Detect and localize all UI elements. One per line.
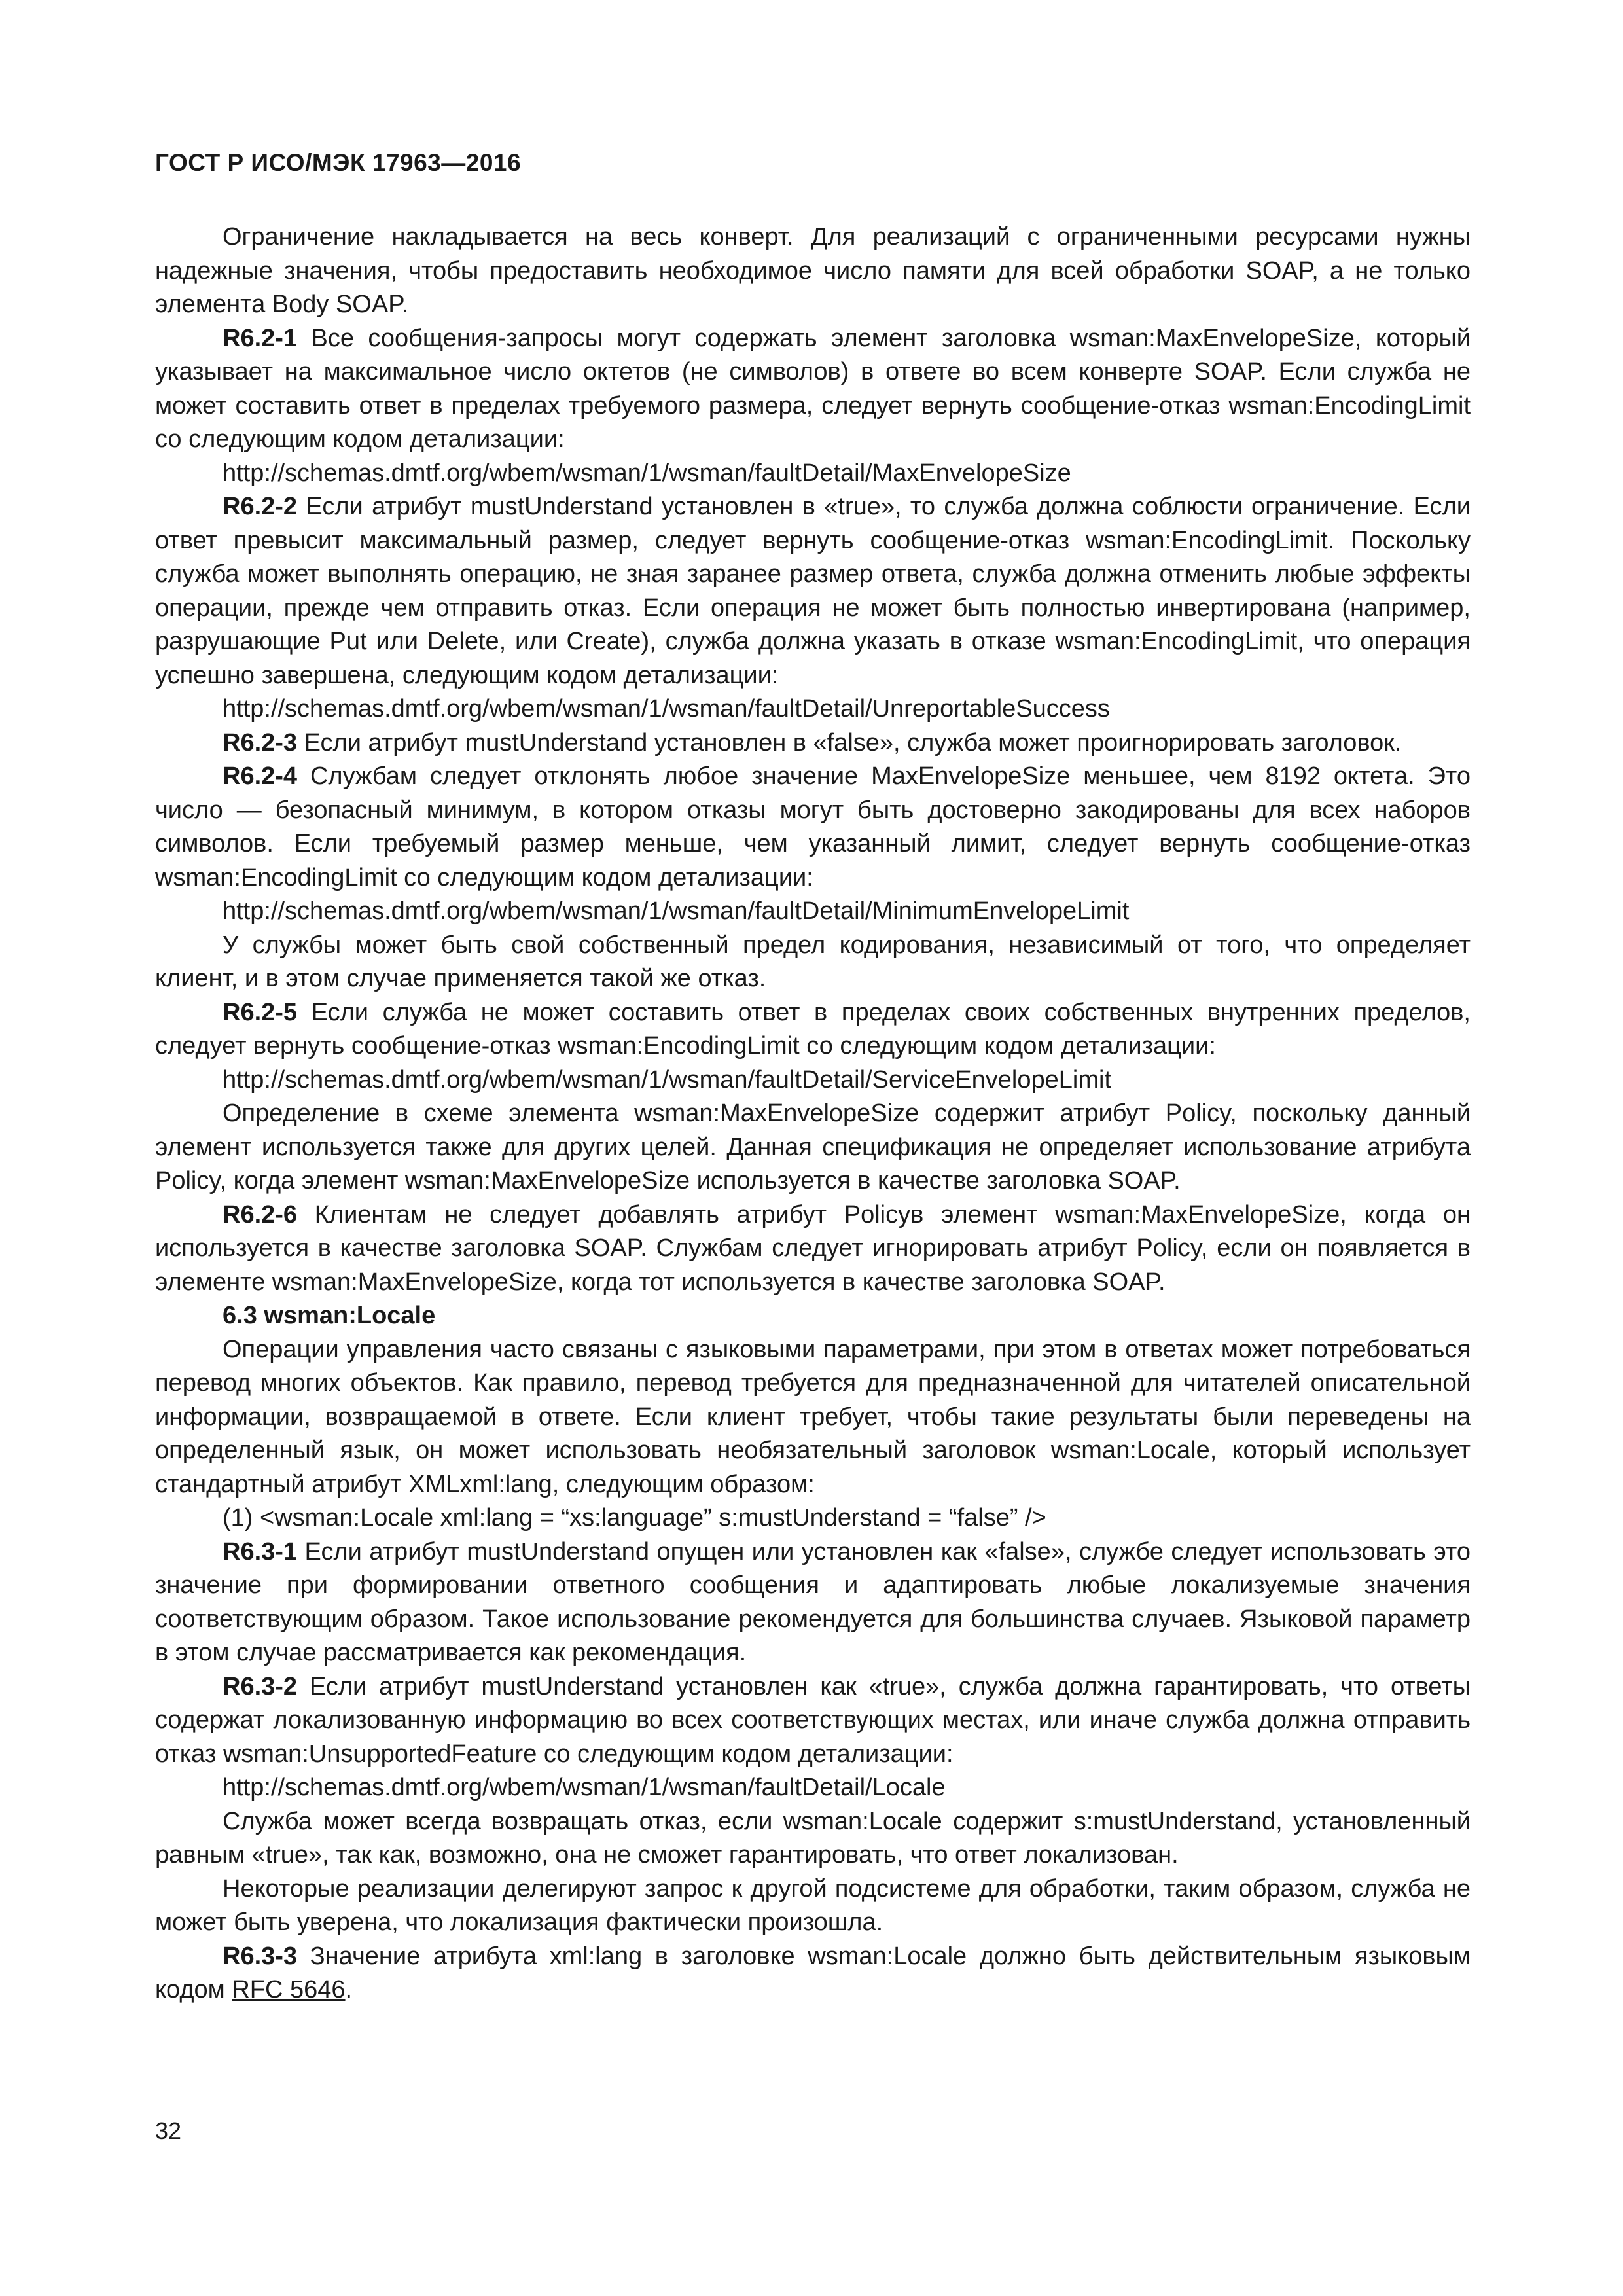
document-header: ГОСТ Р ИСО/МЭК 17963—2016 [155, 149, 522, 176]
requirement-id: R6.2-1 [223, 324, 298, 352]
requirement-r6-2-3 [155, 726, 1471, 761]
requirement-id: R6.2-4 [223, 762, 298, 790]
fault-detail-url: http://schemas.dmtf.org/wbem/wsman/1/wsman/faultDetail/Locale [223, 1774, 946, 1801]
requirement-r6-3-3 [155, 1940, 1471, 2007]
requirement-r6-3-2 [155, 1670, 1471, 1772]
section-heading: 6.3 wsman:Locale [223, 1302, 436, 1329]
fault-detail-url: http://schemas.dmtf.org/wbem/wsman/1/wsman/faultDetail/MaxEnvelopeSize [223, 459, 1071, 487]
requirement-text: Если атрибут mustUnderstand опущен или установлен как «false», службе следует использовать это значение при формировании ответного сообщения и адаптировать любые локализуемые значения соответствующим образом. Такое использование рекомендуется для большинства случаев. Языковой параметр в этом случае рассматривается как рекомендация. [155, 1537, 1471, 1666]
fault-detail-url: http://schemas.dmtf.org/wbem/wsman/1/wsman/faultDetail/MinimumEnvelopeLimit [223, 897, 1130, 925]
requirement-id: R6.2-3 [223, 728, 298, 757]
requirement-tail: . [345, 1976, 353, 2003]
requirement-r6-2-6 [155, 1198, 1471, 1300]
fault-detail-url: http://schemas.dmtf.org/wbem/wsman/1/wsman/faultDetail/ServiceEnvelopeLimit [223, 1066, 1111, 1094]
requirement-r6-2-4 [155, 760, 1471, 895]
page-number: 32 [155, 2117, 182, 2144]
requirement-r6-3-1 [155, 1535, 1471, 1670]
requirement-text: Значение атрибута xml:lang в заголовке wsman:Locale должно быть действительным языковым кодом [155, 1942, 1471, 2003]
requirement-text: Клиентам не следует добавлять атрибут Policyв элемент wsman:MaxEnvelopeSize, когда он используется в качестве заголовка SOAP. Службам следует игнорировать атрибут Policy, если он появляется в элементе wsman:MaxEnvelopeSize, когда тот используется в качестве заголовка SOAP. [155, 1200, 1471, 1296]
requirement-r6-2-5 [155, 996, 1471, 1064]
requirement-id: R6.3-1 [223, 1537, 298, 1566]
fault-detail-url: http://schemas.dmtf.org/wbem/wsman/1/wsman/faultDetail/UnreportableSuccess [223, 695, 1110, 723]
note-paragraph: У службы может быть свой собственный предел кодирования, независимый от того, что определяет клиент, и в этом случае применяется такой же отказ. [155, 931, 1471, 992]
rfc-5646-link[interactable]: RFC 5646 [232, 1976, 346, 2003]
requirement-text: Если атрибут mustUnderstand установлен в «true», то служба должна соблюсти ограничение. Если ответ превысит максимальный размер, следует вернуть сообщение-отказ wsman:EncodingLimit. Поскольку служба может выполнять операцию, не зная заранее размер ответа, служба должна отменить любые эффекты операции, прежде чем отправить отказ. Если операция не может быть полностью инвертирована (например, разрушающие Put или Delete, или Create), служба должна указать в отказе wsman:EncodingLimit, что операция успешно завершена, следующим кодом детализации: [155, 493, 1471, 689]
requirement-text: Если атрибут mustUnderstand установлен в «false», служба может проигнорировать заголовок. [297, 728, 1402, 757]
requirement-text: Все сообщения-запросы могут содержать элемент заголовка wsman:MaxEnvelopeSize, который указывает на максимальное число октетов (не символов) в ответе во всем конверте SOAP. Если служба не может составить ответ в пределах требуемого размера, следует вернуть сообщение-отказ wsman:EncodingLimit со следующим кодом детализации: [155, 324, 1471, 453]
requirement-id: R6.2-2 [223, 493, 298, 520]
requirement-r6-2-1 [155, 322, 1471, 457]
intro-paragraph: Ограничение накладывается на весь конверт. Для реализаций с ограниченными ресурсами нужны надежные значения, чтобы предоставить необходимое число памяти для всей обработки SOAP, а не только элемента Body SOAP. [155, 223, 1471, 318]
formula-line: (1) <wsman:Locale xml:lang = “xs:language” s:mustUnderstand = “false” /> [223, 1504, 1046, 1532]
requirement-text: Если служба не может составить ответ в пределах своих собственных внутренних пределов, следует вернуть сообщение-отказ wsman:EncodingLimit со следующим кодом детализации: [155, 998, 1471, 1060]
requirement-id: R6.3-3 [223, 1942, 298, 1970]
note-paragraph: Служба может всегда возвращать отказ, если wsman:Locale содержит s:mustUnderstand, установленный равным «true», так как, возможно, она не сможет гарантировать, что ответ локализован. [155, 1807, 1471, 1869]
requirement-r6-2-2 [155, 490, 1471, 692]
note-paragraph: Некоторые реализации делегируют запрос к другой подсистеме для обработки, таким образом, служба не может быть уверена, что локализация фактически произошла. [155, 1874, 1471, 1936]
requirement-id: R6.2-5 [223, 998, 298, 1026]
page-body [155, 221, 1471, 2007]
requirement-text: Службам следует отклонять любое значение MaxEnvelopeSize меньшее, чем 8192 октета. Это число — безопасный минимум, в котором отказы могут быть достоверно закодированы для всех наборов символов. Если требуемый размер меньше, чем указанный лимит, следует вернуть сообщение-отказ wsman:EncodingLimit со следующим кодом детализации: [155, 762, 1471, 891]
requirement-id: R6.3-2 [223, 1672, 298, 1700]
requirement-text: Если атрибут mustUnderstand установлен как «true», служба должна гарантировать, что ответы содержат локализованную информацию во всех соответствующих местах, или иначе служба должна отправить отказ wsman:UnsupportedFeature со следующим кодом детализации: [155, 1672, 1471, 1768]
note-paragraph: Определение в схеме элемента wsman:MaxEnvelopeSize содержит атрибут Policy, поскольку данный элемент используется также для других целей. Данная спецификация не определяет использование атрибута Policy, когда элемент wsman:MaxEnvelopeSize используется в качестве заголовка SOAP. [155, 1100, 1471, 1194]
section-intro: Операции управления часто связаны с языковыми параметрами, при этом в ответах может потребоваться перевод многих объектов. Как правило, перевод требуется для предназначенной для читателей описательной информации, возвращаемой в ответе. Если клиент требует, чтобы такие результаты были переведены на определенный язык, он может использовать необязательный заголовок wsman:Locale, который использует стандартный атрибут XMLxml:lang, следующим образом: [155, 1335, 1471, 1498]
requirement-id: R6.2-6 [223, 1200, 298, 1229]
